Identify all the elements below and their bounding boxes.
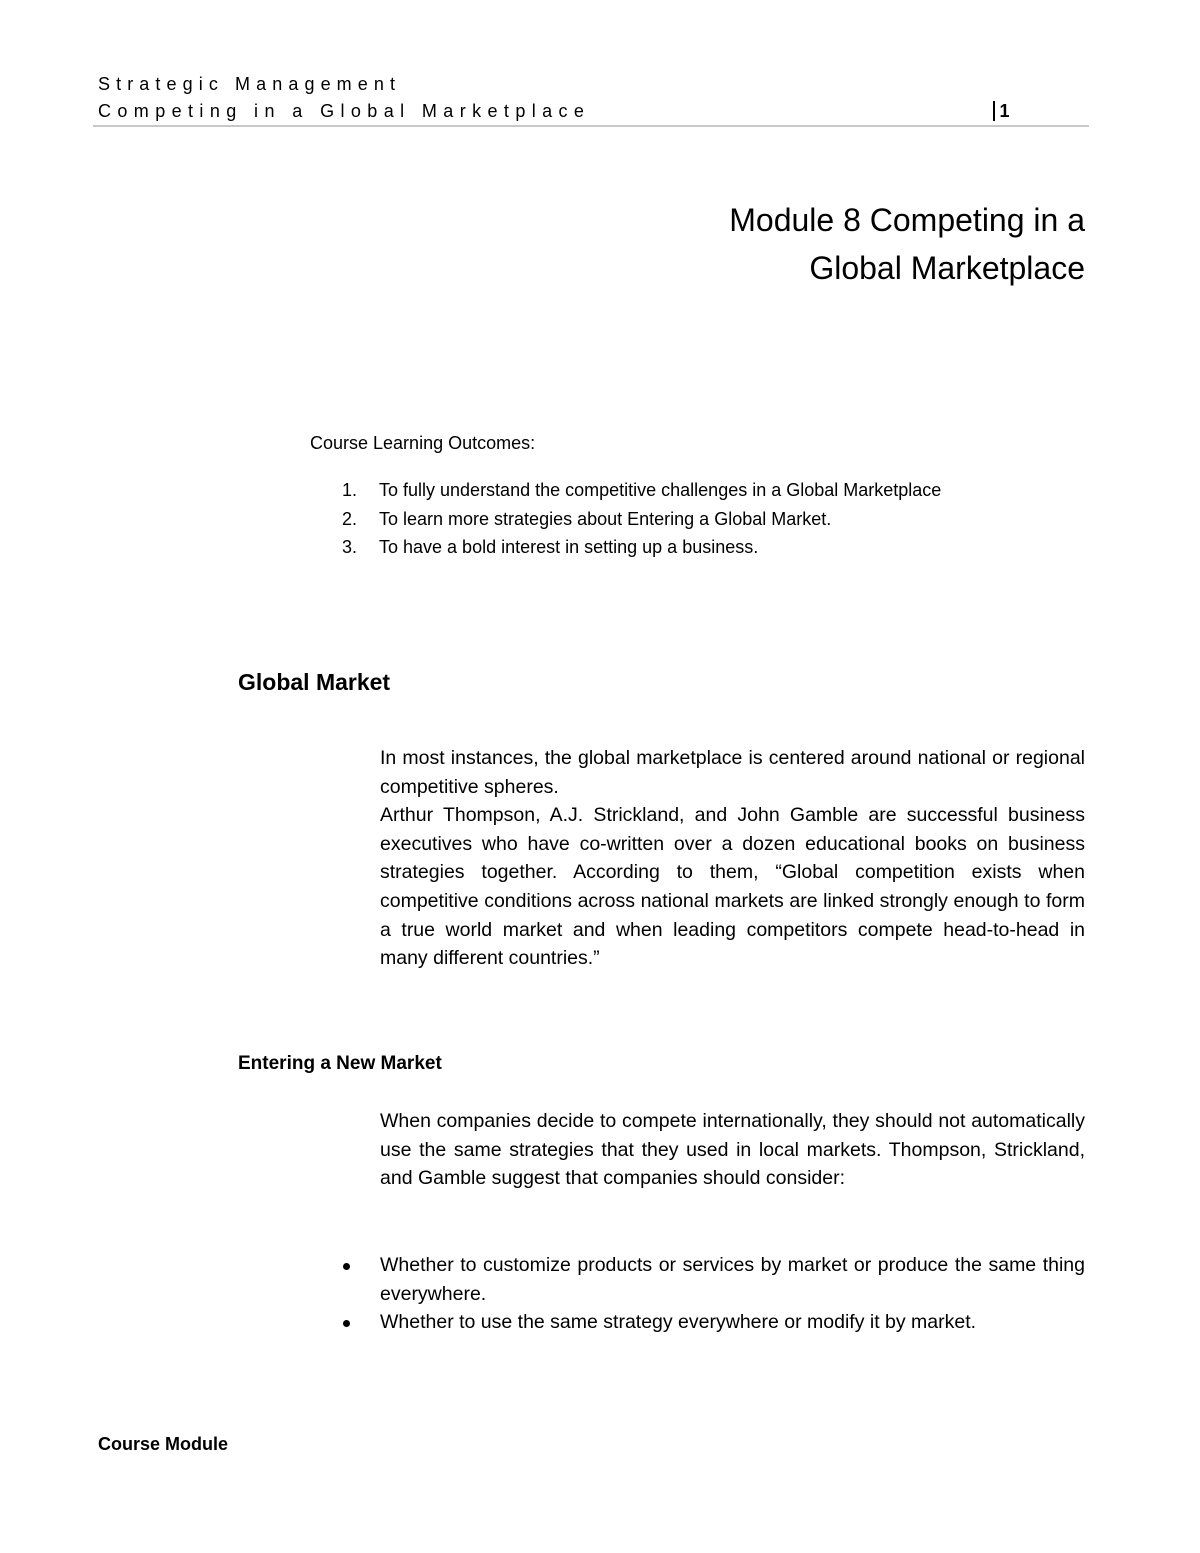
global-market-paragraph-2: Arthur Thompson, A.J. Strickland, and John Gamble are successful business executives who have co-written over a dozen educational books on business strategies together. According to them, “Global competition exists when competitive conditions across national markets are linked strongly enough to form a true world market and when leading competitors compete head-to-head in many different countries.” — [380, 804, 1085, 970]
bullet-icon — [343, 1263, 350, 1270]
outcome-text: To learn more strategies about Entering a Global Market. — [379, 508, 832, 529]
header-module-subtitle: Competing in a Global Marketplace — [98, 101, 591, 121]
entering-market-paragraph: When companies decide to compete internationally, they should not automatically use the same strategies that they used in local markets. Thompson, Strickland, and Gamble suggest that companies should consider: — [380, 1110, 1085, 1190]
bullet-icon — [343, 1320, 350, 1327]
consideration-list — [340, 1251, 1085, 1337]
entering-market-body — [380, 1107, 1085, 1193]
outcome-item — [342, 476, 941, 505]
section-heading-entering-market: Entering a New Market — [238, 1053, 442, 1074]
header-course-title: Strategic Management — [98, 74, 402, 94]
outcome-text: To fully understand the competitive challenges in a Global Marketplace — [379, 480, 942, 500]
outcome-item — [342, 505, 941, 534]
outcome-text: To have a bold interest in setting up a business. — [379, 537, 759, 557]
consideration-item — [340, 1251, 1085, 1308]
outcome-number: 1. — [342, 480, 358, 500]
module-title-line-1: Module 8 Competing in a — [729, 202, 1085, 238]
outcomes-list — [342, 476, 941, 562]
global-market-paragraph-1: In most instances, the global marketplace is centered around national or regional competitive spheres. — [380, 747, 1085, 798]
global-market-body — [380, 744, 1085, 973]
consideration-text: Whether to use the same strategy everywhere or modify it by market. — [380, 1311, 977, 1334]
page-number-value: 1 — [999, 101, 1010, 121]
section-heading-global-market: Global Market — [238, 669, 391, 695]
outcome-item — [342, 533, 941, 562]
footer-label: Course Module — [98, 1434, 229, 1454]
page-number-divider — [993, 101, 995, 121]
consideration-text: Whether to customize products or services by market or produce the same thing everywhere. — [380, 1254, 1085, 1305]
page-number — [993, 100, 1010, 122]
outcome-number: 3. — [342, 537, 358, 557]
outcome-number: 2. — [342, 508, 358, 529]
module-title-line-2: Global Marketplace — [809, 250, 1085, 286]
header-rule — [93, 125, 1089, 127]
consideration-item — [340, 1308, 1085, 1337]
module-title — [565, 196, 1085, 292]
outcomes-heading: Course Learning Outcomes: — [310, 433, 536, 453]
